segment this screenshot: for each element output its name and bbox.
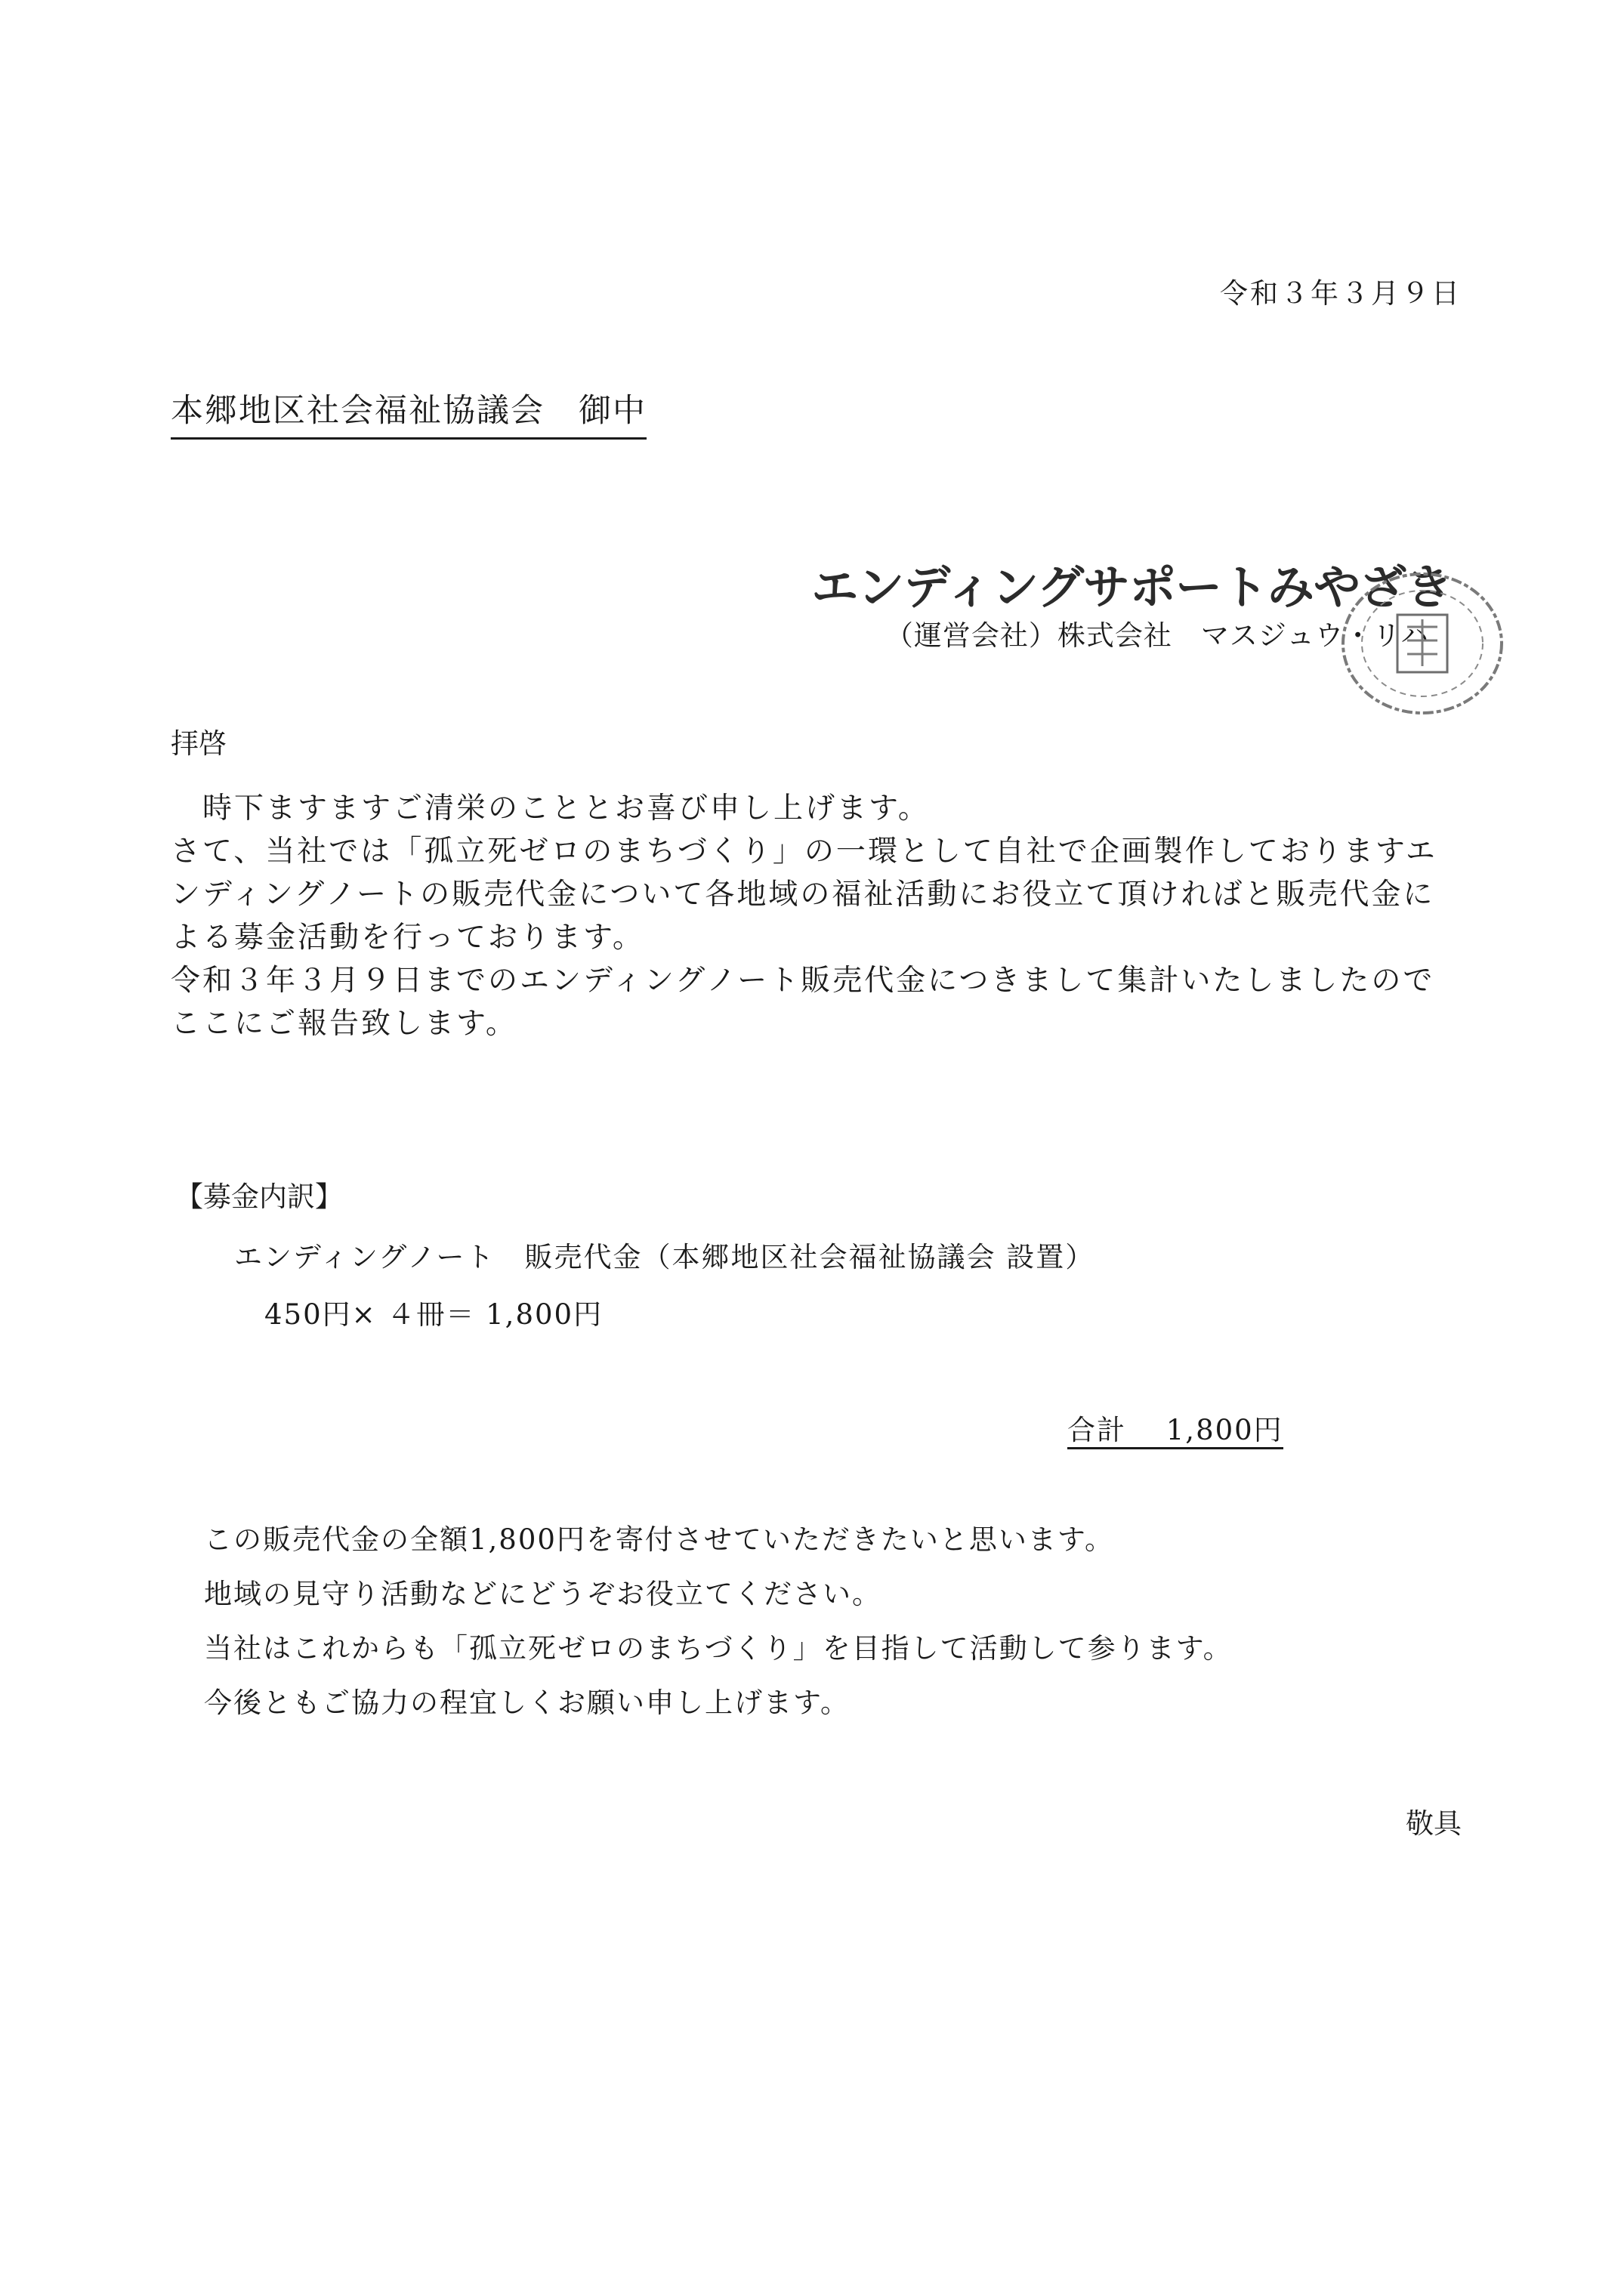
closing-line: 地域の見守り活動などにどうぞお役立てください。 — [204, 1578, 881, 1610]
closing-line: 当社はこれからも「孤立死ゼロのまちづくり」を目指して活動して参ります。 — [204, 1632, 1233, 1665]
body-paragraph: 令和３年３月９日までのエンディングノート販売代金につきまして集計いたしましたのでここにご報告致します。 — [171, 964, 1435, 1041]
breakdown-item: エンディングノート 販売代金（本郷地区社会福祉協議会 設置） — [234, 1241, 1095, 1273]
letter-body — [171, 787, 1455, 1045]
body-paragraph: 時下ますますご清栄のこととお喜び申し上げます。 — [171, 792, 930, 826]
sender-logo: エンディングサポートみやざき — [811, 560, 1452, 615]
closing-line: 今後ともご協力の程宜しくお願い申し上げます。 — [204, 1687, 851, 1719]
breakdown-heading: 【募金内訳】 — [175, 1180, 343, 1213]
company-seal-stamp — [1335, 568, 1509, 719]
total-amount: 合計 1,800円 — [1067, 1416, 1283, 1449]
closing-line: この販売代金の全額1,800円を寄付させていただきたいと思います。 — [204, 1523, 1114, 1556]
addressee: 本郷地区社会福祉協議会 御中 — [171, 385, 647, 440]
opening-salutation: 拝啓 — [171, 727, 227, 760]
body-paragraph: さて、当社では「孤立死ゼロのまちづくり」の一環として自社で企画製作しておりますエンディングノートの販売代金について各地域の福祉活動にお役立て頂ければと販売代金による募金活動を行っております。 — [171, 835, 1437, 955]
sender-company: （運営会社）株式会社 マスジュウ・リハ — [885, 619, 1429, 652]
closing-salutation: 敬具 — [1406, 1807, 1462, 1840]
letter-date: 令和３年３月９日 — [1220, 277, 1462, 310]
breakdown-calculation: 450円× ４冊＝ 1,800円 — [264, 1298, 604, 1331]
